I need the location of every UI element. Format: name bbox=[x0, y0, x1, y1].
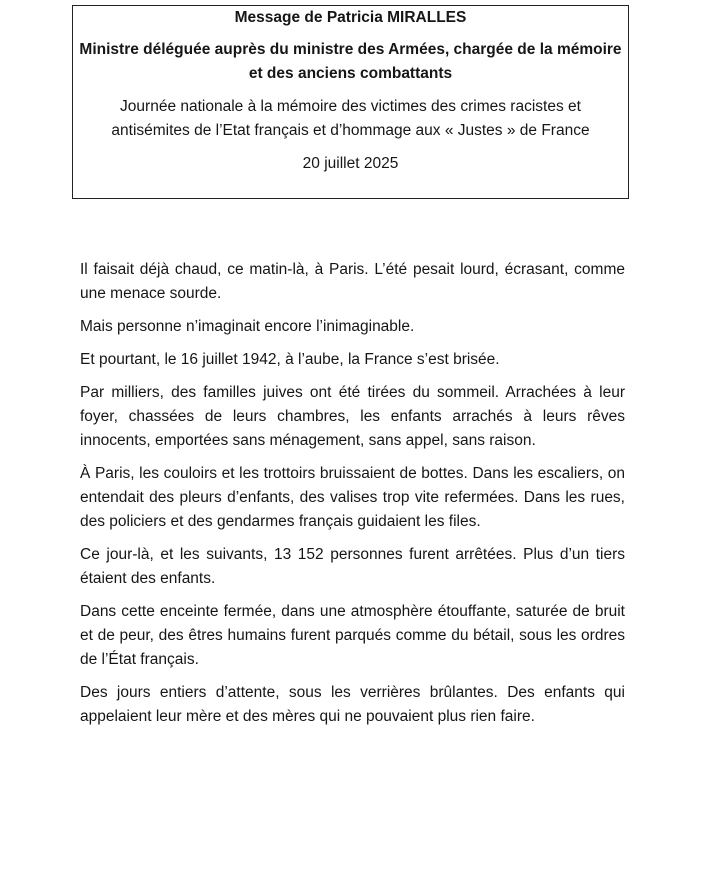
header-box bbox=[72, 5, 629, 199]
paragraph: Il faisait déjà chaud, ce matin-là, à Paris. L’été pesait lourd, écrasant, comme une menace sourde. bbox=[80, 261, 625, 302]
paragraph: Des jours entiers d’attente, sous les verrières brûlantes. Des enfants qui appelaient leur mère et des mères qui ne pouvaient plus rien faire. bbox=[80, 684, 625, 725]
paragraph: À Paris, les couloirs et les trottoirs bruissaient de bottes. Dans les escaliers, on entendait des pleurs d’enfants, des valises trop vite refermées. Dans les rues, des policiers et des gendarmes français guidaient les files. bbox=[80, 465, 625, 530]
sender-title: Message de Patricia MIRALLES bbox=[234, 9, 467, 26]
speech-body bbox=[80, 258, 625, 738]
paragraph: Par milliers, des familles juives ont été tirées du sommeil. Arrachées à leur foyer, chassées de leurs chambres, les enfants arrachés à leurs rêves innocents, emportées sans ménagement, sans appel, sans raison. bbox=[80, 384, 625, 449]
paragraph: Ce jour-là, et les suivants, 13 152 personnes furent arrêtées. Plus d’un tiers étaient des enfants. bbox=[80, 546, 625, 587]
paragraph: Mais personne n’imaginait encore l’inimaginable. bbox=[80, 318, 415, 335]
sender-role: Ministre déléguée auprès du ministre des Armées, chargée de la mémoire et des anciens combattants bbox=[79, 41, 622, 82]
paragraph: Et pourtant, le 16 juillet 1942, à l’aube, la France s’est brisée. bbox=[80, 351, 500, 368]
event-title: Journée nationale à la mémoire des victimes des crimes racistes et antisémites de l’Etat français et d’hommage aux « Justes » de France bbox=[111, 98, 590, 139]
paragraph: Dans cette enceinte fermée, dans une atmosphère étouffante, saturée de bruit et de peur, des êtres humains furent parqués comme du bétail, sous les ordres de l’État français. bbox=[80, 603, 625, 668]
event-date: 20 juillet 2025 bbox=[302, 155, 399, 172]
